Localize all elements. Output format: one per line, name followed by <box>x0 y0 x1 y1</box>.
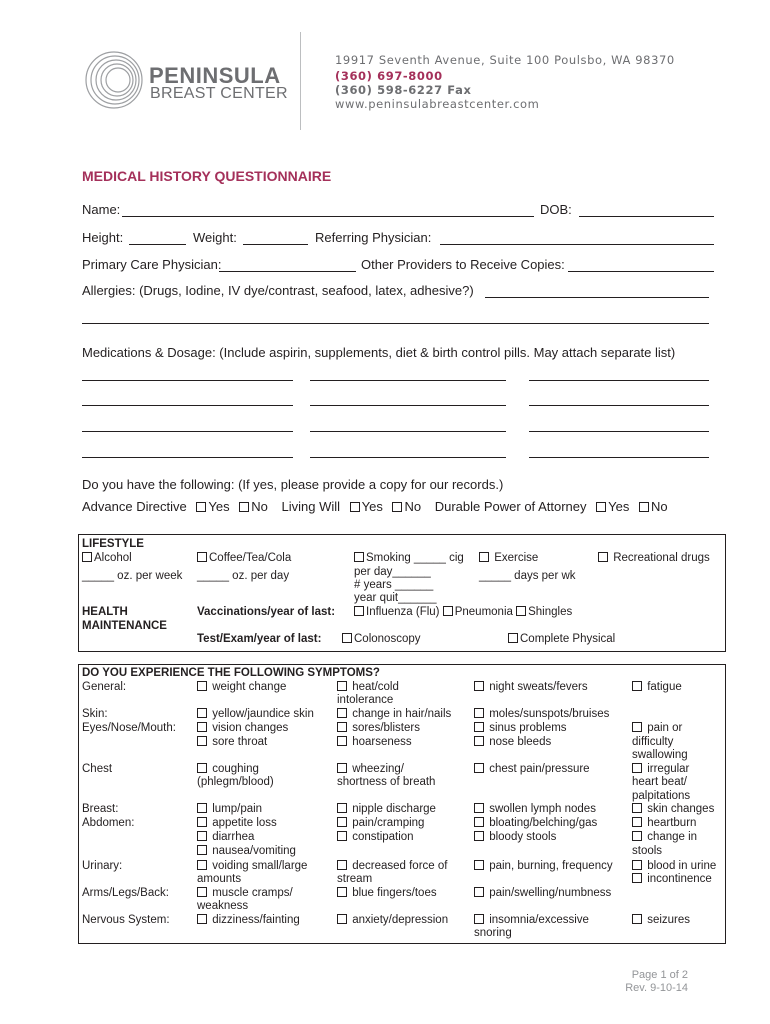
checkbox[interactable] <box>197 722 207 732</box>
checkbox[interactable] <box>197 845 207 855</box>
symptom-nipple[interactable] <box>337 803 436 817</box>
symptom-label: moles/sunspots/bruises <box>489 708 610 720</box>
smoking-years[interactable]: # years ______ <box>354 579 434 591</box>
symptom-swallowing: swallowing <box>632 749 688 761</box>
alcohol-label: Alcohol <box>94 552 132 564</box>
durable-yes-checkbox[interactable] <box>596 502 606 512</box>
directives-row <box>82 499 668 514</box>
phone: (360) 697-8000 <box>335 69 443 83</box>
symptom-label: incontinence <box>647 873 712 885</box>
symptom-label: decreased force of <box>352 860 448 872</box>
symptom-insomnia[interactable] <box>474 914 589 928</box>
medication-field[interactable] <box>529 456 709 458</box>
page-title: MEDICAL HISTORY QUESTIONNAIRE <box>82 168 332 184</box>
page-number: Page 1 of 2 <box>631 969 688 981</box>
medication-field[interactable] <box>82 430 293 432</box>
symptom-cramping[interactable] <box>337 817 424 831</box>
symptom-label: coughing <box>212 763 259 775</box>
checkbox[interactable] <box>337 708 347 718</box>
symptom-incontinence[interactable] <box>632 873 712 887</box>
other-providers-label: Other Providers to Receive Copies: <box>361 257 565 272</box>
physical-checkbox[interactable] <box>508 633 518 643</box>
coffee-checkbox[interactable] <box>197 552 207 562</box>
medication-field[interactable] <box>529 404 709 406</box>
coffee-option[interactable] <box>197 552 291 566</box>
checkbox[interactable] <box>632 763 642 773</box>
symptom-moles[interactable] <box>474 708 609 722</box>
symptom-label: blood in urine <box>647 860 717 872</box>
checkbox[interactable] <box>197 708 207 718</box>
eyes-label: Eyes/Nose/Mouth: <box>82 722 176 734</box>
shingles-label: Shingles <box>528 606 573 618</box>
symptom-weight-change[interactable] <box>197 681 286 695</box>
coffee-label: Coffee/Tea/Cola <box>209 552 292 564</box>
referring-field[interactable] <box>440 243 714 245</box>
dob-field[interactable] <box>579 215 714 217</box>
smoking-label: Smoking _____ cig <box>366 552 464 564</box>
symptom-label: voiding small/large <box>212 860 308 872</box>
symptom-label: change in <box>647 831 698 843</box>
nervous-label: Nervous System: <box>82 914 170 926</box>
symptom-label: chest pain/pressure <box>489 763 590 775</box>
no-label: No <box>251 499 268 514</box>
checkbox[interactable] <box>632 722 642 732</box>
physical-label: Complete Physical <box>520 633 616 645</box>
yes-label: Yes <box>608 499 630 514</box>
symptom-shortness: shortness of breath <box>337 776 436 788</box>
checkbox[interactable] <box>337 722 347 732</box>
symptom-coughing[interactable] <box>197 763 259 777</box>
general-label: General: <box>82 681 127 693</box>
symptom-label: bloody stools <box>489 831 557 843</box>
no-label: No <box>650 499 668 514</box>
living-yes-checkbox[interactable] <box>350 502 360 512</box>
checkbox[interactable] <box>337 736 347 746</box>
symptom-anxiety[interactable] <box>337 914 448 928</box>
symptom-skin-changes[interactable] <box>632 803 714 817</box>
checkbox[interactable] <box>474 803 484 813</box>
symptom-voiding[interactable] <box>197 860 307 874</box>
checkbox[interactable] <box>337 887 347 897</box>
symptom-label: sinus problems <box>489 722 567 734</box>
smoking-year-quit[interactable]: year quit______ <box>354 592 437 604</box>
logo-rings-icon <box>84 50 144 110</box>
symptom-pain-swallowing[interactable] <box>632 722 682 736</box>
medication-field[interactable] <box>82 404 293 406</box>
medication-field[interactable] <box>310 430 506 432</box>
symptom-sores[interactable] <box>337 722 420 736</box>
symptom-label: night sweats/fevers <box>489 681 588 693</box>
logo <box>84 50 144 110</box>
advance-directive-label: Advance Directive <box>82 499 187 514</box>
symptom-dizziness[interactable] <box>197 914 300 928</box>
allergies-label: Allergies: (Drugs, Iodine, IV dye/contrast, seafood, latex, adhesive?) <box>82 283 474 298</box>
symptom-sinus[interactable] <box>474 722 567 736</box>
colonoscopy-label: Colonoscopy <box>354 633 421 645</box>
checkbox[interactable] <box>474 681 484 691</box>
checkbox[interactable] <box>474 736 484 746</box>
symptom-bloating[interactable] <box>474 817 597 831</box>
alcohol-checkbox[interactable] <box>82 552 92 562</box>
symptom-label: weight change <box>212 681 287 693</box>
checkbox[interactable] <box>197 681 207 691</box>
medication-field[interactable] <box>529 379 709 381</box>
checkbox[interactable] <box>474 763 484 773</box>
flu-checkbox[interactable] <box>354 606 364 616</box>
symptom-label: yellow/jaundice skin <box>212 708 314 720</box>
checkbox[interactable] <box>337 831 347 841</box>
symptom-label: vision changes <box>212 722 289 734</box>
checkbox[interactable] <box>474 831 484 841</box>
referring-label: Referring Physician: <box>315 230 432 245</box>
symptom-label: diarrhea <box>212 831 255 843</box>
symptom-label: swollen lymph nodes <box>489 803 596 815</box>
flu-label: Influenza (Flu) <box>366 606 440 618</box>
chest-label: Chest <box>82 763 113 775</box>
living-will-label: Living Will <box>281 499 341 514</box>
symptom-phlegm: (phlegm/blood) <box>197 776 274 788</box>
symptom-label: change in hair/nails <box>352 708 452 720</box>
medication-field[interactable] <box>529 430 709 432</box>
exercise-option[interactable] <box>479 552 538 566</box>
medication-field[interactable] <box>310 404 506 406</box>
checkbox[interactable] <box>474 722 484 732</box>
symptom-label: pain/swelling/numbness <box>489 887 612 899</box>
weight-label: Weight: <box>193 230 237 245</box>
alcohol-amount[interactable]: _____ oz. per week <box>82 570 183 582</box>
directives-question: Do you have the following: (If yes, please provide a copy for our records.) <box>82 477 504 492</box>
allergies-field[interactable] <box>485 296 709 298</box>
primary-field[interactable] <box>219 270 356 272</box>
symptom-blood-urine[interactable] <box>632 860 716 874</box>
symptom-label: wheezing/ <box>352 763 404 775</box>
symptom-fatigue[interactable] <box>632 681 682 695</box>
name-field[interactable] <box>122 215 534 217</box>
name-label: Name: <box>82 202 121 217</box>
symptom-label: blue fingers/toes <box>352 887 437 899</box>
symptom-wheezing[interactable] <box>337 763 404 777</box>
durable-no-checkbox[interactable] <box>639 502 649 512</box>
checkbox[interactable] <box>197 817 207 827</box>
symptom-stream: stream <box>337 873 373 885</box>
symptom-intolerance: intolerance <box>337 694 394 706</box>
symptom-snoring: snoring <box>474 927 512 939</box>
symptom-label: pain/cramping <box>352 817 425 829</box>
checkbox[interactable] <box>474 817 484 827</box>
symptom-hair-nails[interactable] <box>337 708 451 722</box>
tests-label: Test/Exam/year of last: <box>197 633 322 645</box>
symptom-label: muscle cramps/ <box>212 887 293 899</box>
durable-poa-label: Durable Power of Attorney <box>434 499 587 514</box>
checkbox[interactable] <box>337 681 347 691</box>
symptom-label: pain or <box>647 722 683 734</box>
symptom-nose-bleeds[interactable] <box>474 736 551 750</box>
symptom-chest-pain[interactable] <box>474 763 590 777</box>
advance-yes-checkbox[interactable] <box>196 502 206 512</box>
symptom-label: anxiety/depression <box>352 914 449 926</box>
symptoms-heading: DO YOU EXPERIENCE THE FOLLOWING SYMPTOMS? <box>82 667 380 679</box>
symptom-lymph[interactable] <box>474 803 596 817</box>
symptom-label: nausea/vomiting <box>212 845 296 857</box>
exercise-amount[interactable]: _____ days per wk <box>479 570 576 582</box>
physical-option[interactable] <box>508 633 615 647</box>
symptom-label: dizziness/fainting <box>212 914 300 926</box>
checkbox[interactable] <box>197 831 207 841</box>
symptom-label: pain, burning, frequency <box>489 860 613 872</box>
symptom-label: sore throat <box>212 736 268 748</box>
checkbox[interactable] <box>632 817 642 827</box>
checkbox[interactable] <box>632 914 642 924</box>
checkbox[interactable] <box>337 817 347 827</box>
colonoscopy-option[interactable] <box>342 633 420 647</box>
checkbox[interactable] <box>474 708 484 718</box>
recreational-checkbox[interactable] <box>598 552 608 562</box>
weight-field[interactable] <box>243 243 308 245</box>
other-providers-field[interactable] <box>568 270 714 272</box>
exercise-label: Exercise <box>494 552 539 564</box>
symptom-stools: stools <box>632 845 663 857</box>
symptom-label: appetite loss <box>212 817 277 829</box>
living-no-checkbox[interactable] <box>392 502 402 512</box>
logo-subname: BREAST CENTER <box>150 85 288 102</box>
symptom-heart-beat: heart beat/ <box>632 776 687 788</box>
symptom-seizures[interactable] <box>632 914 690 928</box>
symptom-jaundice[interactable] <box>197 708 314 722</box>
symptom-appetite[interactable] <box>197 817 277 831</box>
smoking-option[interactable] <box>354 552 464 566</box>
symptom-difficulty: difficulty <box>632 736 674 748</box>
recreational-label: Recreational drugs <box>613 552 710 564</box>
symptom-label: nose bleeds <box>489 736 552 748</box>
fax: (360) 598-6227 Fax <box>335 83 472 97</box>
pneumonia-label: Pneumonia <box>454 606 513 618</box>
yes-label: Yes <box>208 499 230 514</box>
symptom-amounts: amounts <box>197 873 242 885</box>
symptom-pain-swelling[interactable] <box>474 887 611 901</box>
no-label: No <box>404 499 422 514</box>
checkbox[interactable] <box>474 887 484 897</box>
checkbox[interactable] <box>632 681 642 691</box>
smoking-per-day[interactable]: per day______ <box>354 566 431 578</box>
symptom-lump[interactable] <box>197 803 262 817</box>
symptom-irregular[interactable] <box>632 763 689 777</box>
checkbox[interactable] <box>197 736 207 746</box>
shingles-checkbox[interactable] <box>516 606 526 616</box>
checkbox[interactable] <box>632 860 642 870</box>
checkbox[interactable] <box>197 803 207 813</box>
header-divider <box>300 32 301 130</box>
symptom-label: heat/cold <box>352 681 399 693</box>
symptom-heartburn[interactable] <box>632 817 696 831</box>
medications-label: Medications & Dosage: (Include aspirin, supplements, diet & birth control pills. May attach separate list) <box>82 345 676 360</box>
health-heading: HEALTH <box>82 606 128 618</box>
symptom-label: constipation <box>352 831 414 843</box>
vaccinations-options <box>354 606 572 620</box>
medication-field[interactable] <box>82 379 293 381</box>
medication-field[interactable] <box>82 456 293 458</box>
urinary-label: Urinary: <box>82 860 123 872</box>
symptom-label: hoarseness <box>352 736 412 748</box>
symptom-diarrhea[interactable] <box>197 831 254 845</box>
symptom-label: irregular <box>647 763 690 775</box>
website: www.peninsulabreastcenter.com <box>335 97 540 111</box>
symptom-hoarseness[interactable] <box>337 736 412 750</box>
symptom-label: seizures <box>647 914 691 926</box>
checkbox[interactable] <box>197 763 207 773</box>
symptom-decreased[interactable] <box>337 860 447 874</box>
checkbox[interactable] <box>197 887 207 897</box>
height-field[interactable] <box>129 243 186 245</box>
symptom-muscle[interactable] <box>197 887 293 901</box>
lifestyle-heading: LIFESTYLE <box>82 538 144 550</box>
primary-label: Primary Care Physician: <box>82 257 222 272</box>
symptom-constipation[interactable] <box>337 831 414 845</box>
arms-label: Arms/Legs/Back: <box>82 887 169 899</box>
address: 19917 Seventh Avenue, Suite 100 Poulsbo, WA 98370 <box>335 53 675 67</box>
advance-no-checkbox[interactable] <box>239 502 249 512</box>
medication-field[interactable] <box>310 456 506 458</box>
revision: Rev. 9-10-14 <box>625 982 688 994</box>
checkbox[interactable] <box>474 860 484 870</box>
checkbox[interactable] <box>337 763 347 773</box>
symptom-blue-fingers[interactable] <box>337 887 437 901</box>
vaccinations-label: Vaccinations/year of last: <box>197 606 336 618</box>
smoking-checkbox[interactable] <box>354 552 364 562</box>
symptom-label: skin changes <box>647 803 715 815</box>
checkbox[interactable] <box>337 914 347 924</box>
symptom-label: nipple discharge <box>352 803 436 815</box>
symptom-label: heartburn <box>647 817 697 829</box>
checkbox[interactable] <box>474 914 484 924</box>
maintenance-heading: MAINTENANCE <box>82 620 167 632</box>
checkbox[interactable] <box>337 860 347 870</box>
height-label: Height: <box>82 230 124 245</box>
symptom-palpitations: palpitations <box>632 790 691 802</box>
symptom-vision[interactable] <box>197 722 288 736</box>
medication-field[interactable] <box>310 379 506 381</box>
checkbox[interactable] <box>197 914 207 924</box>
symptom-night-sweats[interactable] <box>474 681 588 695</box>
symptom-bloody-stools[interactable] <box>474 831 556 845</box>
symptom-label: insomnia/excessive <box>489 914 589 926</box>
symptom-weakness: weakness <box>197 900 249 912</box>
logo-name: PENINSULA <box>149 63 281 88</box>
yes-label: Yes <box>361 499 383 514</box>
checkbox[interactable] <box>632 873 642 883</box>
dob-label: DOB: <box>540 202 572 217</box>
symptom-label: lump/pain <box>212 803 263 815</box>
symptom-change-stools[interactable] <box>632 831 697 845</box>
symptom-nausea[interactable] <box>197 845 296 859</box>
breast-label: Breast: <box>82 803 119 815</box>
allergies-field-2[interactable] <box>82 322 709 324</box>
checkbox[interactable] <box>337 803 347 813</box>
alcohol-option[interactable] <box>82 552 132 566</box>
symptom-pain-burning[interactable] <box>474 860 613 874</box>
coffee-amount[interactable]: _____ oz. per day <box>197 570 290 582</box>
checkbox[interactable] <box>632 831 642 841</box>
exercise-checkbox[interactable] <box>479 552 489 562</box>
checkbox[interactable] <box>197 860 207 870</box>
abdomen-label: Abdomen: <box>82 817 135 829</box>
symptom-sore-throat[interactable] <box>197 736 267 750</box>
symptom-label: sores/blisters <box>352 722 420 734</box>
skin-label: Skin: <box>82 708 108 720</box>
pneumonia-checkbox[interactable] <box>443 606 453 616</box>
colonoscopy-checkbox[interactable] <box>342 633 352 643</box>
symptom-heat-cold[interactable] <box>337 681 399 695</box>
symptom-label: fatigue <box>647 681 682 693</box>
checkbox[interactable] <box>632 803 642 813</box>
recreational-option[interactable] <box>598 552 710 566</box>
symptom-label: bloating/belching/gas <box>489 817 598 829</box>
